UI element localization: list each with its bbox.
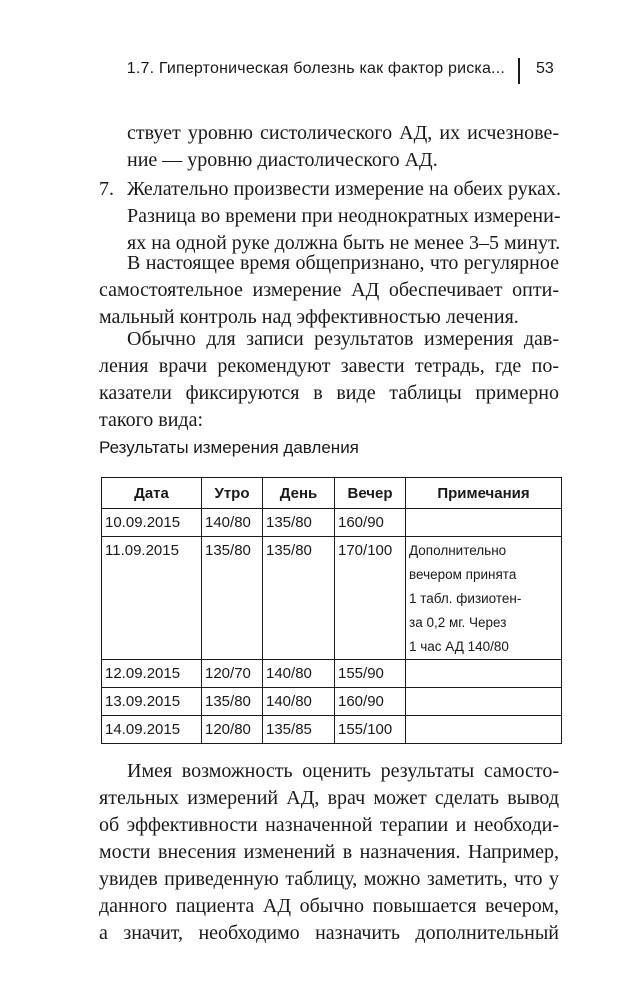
text-line: а значит, необходимо назначить дополнительный bbox=[99, 922, 559, 944]
text-line: увидев приведенную таблицу, можно заметить, что у bbox=[99, 868, 559, 890]
cell-date: 10.09.2015 bbox=[102, 509, 202, 537]
cell-morning: 135/80 bbox=[202, 537, 263, 660]
cell-evening: 160/90 bbox=[335, 688, 406, 716]
cell-date: 11.09.2015 bbox=[102, 537, 202, 660]
text-line: данного пациента АД обычно повышается вечером, bbox=[99, 895, 559, 917]
cell-notes bbox=[406, 716, 562, 744]
cell-morning: 135/80 bbox=[202, 688, 263, 716]
blood-pressure-table bbox=[101, 477, 562, 744]
table-row bbox=[102, 509, 562, 537]
cell-evening: 155/100 bbox=[335, 716, 406, 744]
table-header-row bbox=[102, 478, 562, 509]
cell-notes bbox=[406, 660, 562, 688]
text-line: ления врачи рекомендуют завести тетрадь, где по- bbox=[99, 355, 559, 377]
paragraph-self-monitoring bbox=[99, 250, 559, 331]
text-line: мальный контроль над эффективностью лечения. bbox=[99, 306, 519, 328]
cell-morning: 140/80 bbox=[202, 509, 263, 537]
cell-day: 135/85 bbox=[263, 716, 335, 744]
text-line: ях на одной руке должна быть не менее 3–5 минут. bbox=[127, 232, 561, 254]
cell-evening: 155/90 bbox=[335, 660, 406, 688]
running-header bbox=[0, 58, 635, 88]
cell-day: 135/80 bbox=[263, 537, 335, 660]
cell-date: 14.09.2015 bbox=[102, 716, 202, 744]
list-item-number: 7. bbox=[99, 178, 114, 200]
note-line: 1 табл. физиотен- bbox=[409, 591, 522, 606]
text-line: Разница во времени при неоднократных измерени- bbox=[127, 205, 561, 227]
paragraph-notebook bbox=[99, 326, 559, 434]
table-row bbox=[102, 660, 562, 688]
column-header-day: День bbox=[263, 478, 335, 509]
list-item-body bbox=[127, 176, 559, 257]
column-header-notes: Примечания bbox=[406, 478, 562, 509]
table-row bbox=[102, 688, 562, 716]
cell-notes bbox=[406, 688, 562, 716]
table-row bbox=[102, 716, 562, 744]
text-line: В настоящее время общепризнано, что регулярное bbox=[127, 252, 559, 274]
text-line: такого вида: bbox=[99, 409, 204, 431]
header-divider bbox=[518, 58, 520, 84]
text-line: мости внесения изменений в назначения. Например, bbox=[99, 841, 559, 863]
page-number: 53 bbox=[536, 60, 554, 77]
cell-day: 140/80 bbox=[263, 688, 335, 716]
cell-notes bbox=[406, 509, 562, 537]
paragraph-continuation bbox=[99, 120, 559, 174]
cell-evening: 160/90 bbox=[335, 509, 406, 537]
column-header-evening: Вечер bbox=[335, 478, 406, 509]
cell-notes bbox=[406, 537, 562, 660]
text-line: ствует уровню систолического АД, их исчезнове- bbox=[127, 122, 559, 144]
text-line: Желательно произвести измерение на обеих руках. bbox=[127, 178, 561, 200]
cell-evening: 170/100 bbox=[335, 537, 406, 660]
cell-day: 140/80 bbox=[263, 660, 335, 688]
cell-day: 135/80 bbox=[263, 509, 335, 537]
cell-date: 13.09.2015 bbox=[102, 688, 202, 716]
running-header-title: 1.7. Гипертоническая болезнь как фактор риска... bbox=[126, 60, 505, 77]
table-caption: Результаты измерения давления bbox=[99, 438, 359, 457]
note-line: за 0,2 мг. Через bbox=[409, 615, 507, 630]
column-header-morning: Утро bbox=[202, 478, 263, 509]
text-line: ятельных измерений АД, врач может сделать вывод bbox=[99, 787, 559, 809]
note-line: вечером принята bbox=[409, 567, 517, 582]
text-line: самостоятельное измерение АД обеспечивает опти- bbox=[99, 279, 559, 301]
note-line: 1 час АД 140/80 bbox=[409, 639, 509, 654]
cell-morning: 120/80 bbox=[202, 716, 263, 744]
table-row bbox=[102, 537, 562, 660]
text-line: казатели фиксируются в виде таблицы примерно bbox=[99, 382, 559, 404]
cell-date: 12.09.2015 bbox=[102, 660, 202, 688]
text-line: Имея возможность оценить результаты самосто- bbox=[127, 760, 559, 782]
column-header-date: Дата bbox=[102, 478, 202, 509]
text-line: ние — уровню диастолического АД. bbox=[127, 149, 438, 171]
text-line: Обычно для записи результатов измерения дав- bbox=[127, 328, 559, 350]
cell-morning: 120/70 bbox=[202, 660, 263, 688]
text-line: об эффективности назначенной терапии и необходи- bbox=[99, 814, 559, 836]
paragraph-doctor-assessment bbox=[99, 758, 559, 947]
note-line: Дополнительно bbox=[409, 543, 507, 558]
